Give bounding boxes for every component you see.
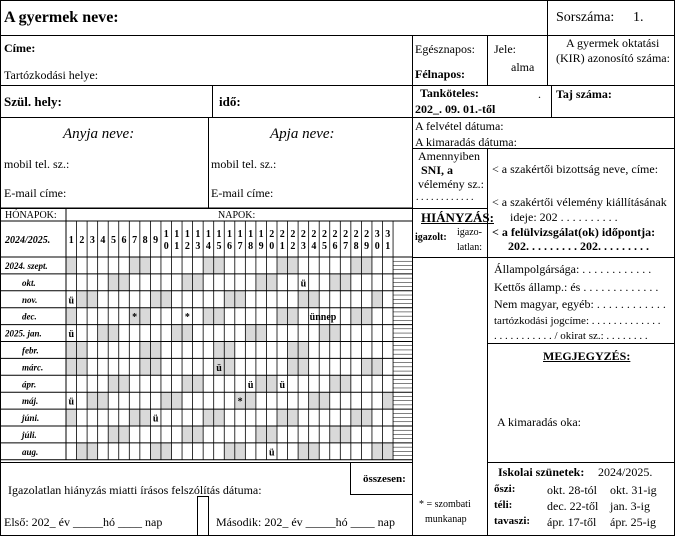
day-header: 7	[343, 241, 349, 252]
day-header: 1	[184, 229, 190, 240]
weekend-cell	[140, 257, 151, 274]
weekend-cell	[129, 257, 140, 274]
day-header: 4	[100, 235, 106, 246]
attendance-mark: ü	[152, 413, 159, 425]
notice-label: Igazolatlan hiányzás miatti írásos felszólítás dátuma:	[8, 483, 262, 497]
day-header: 5	[216, 241, 222, 252]
dual-citizenship-label: Kettős államp.: és . . . . . . . . . . . . .	[494, 280, 659, 294]
weekend-cell	[214, 342, 225, 359]
weekend-cell	[150, 291, 161, 308]
weekend-cell	[361, 409, 372, 426]
weekend-cell	[372, 291, 383, 308]
weekend-cell	[214, 308, 225, 325]
attendance-mark: *	[132, 312, 138, 324]
day-header: 6	[332, 241, 338, 252]
weekend-cell	[340, 426, 351, 443]
weekend-cell	[150, 443, 161, 460]
weekend-cell	[224, 291, 235, 308]
leave-date-label: A kimaradás dátuma:	[415, 135, 517, 149]
absence-title: HIÁNYZÁS:	[421, 210, 494, 225]
attendance-mark: ü	[68, 329, 75, 341]
day-header: 2	[364, 229, 370, 240]
month-label: aug.	[22, 446, 39, 457]
dot: .	[538, 87, 541, 101]
weekend-cell	[277, 409, 288, 426]
attendance-mark: *	[184, 312, 190, 324]
serial-label: Sorszáma:	[556, 10, 615, 25]
attendance-mark: ü	[68, 396, 75, 408]
birth-place-label: Szül. hely:	[4, 94, 62, 109]
sign-label: Jele:	[494, 42, 516, 56]
month-label: 2024. szept.	[5, 260, 48, 271]
attendance-mark: ü	[68, 295, 75, 307]
total-label: összesen:	[363, 473, 406, 485]
justified-label: igazolt:	[415, 232, 447, 243]
day-header: 3	[89, 235, 95, 246]
weekend-cell	[372, 358, 383, 375]
holiday-name: téli:	[494, 499, 513, 511]
attendance-mark: ünnep	[309, 312, 337, 324]
weekend-cell	[288, 308, 299, 325]
day-header: 0	[163, 241, 169, 252]
weekend-cell	[119, 274, 130, 291]
mother-email-label: E-mail címe:	[4, 186, 67, 200]
weekend-cell	[351, 308, 362, 325]
weekend-cell	[66, 358, 77, 375]
sni-label-1: Amennyiben	[418, 149, 480, 163]
day-header: 1	[68, 235, 74, 246]
weekend-cell	[340, 375, 351, 392]
day-header: 1	[174, 241, 180, 252]
weekend-cell	[203, 257, 214, 274]
weekend-cell	[224, 443, 235, 460]
unjustified-label-2: latlan:	[457, 242, 482, 253]
holidays-year: 2024/2025.	[598, 465, 653, 479]
weekend-cell	[383, 443, 394, 460]
weekend-cell	[256, 426, 267, 443]
day-header: 1	[237, 229, 243, 240]
weekend-cell	[87, 443, 98, 460]
weekend-cell	[330, 325, 341, 342]
divider	[350, 462, 351, 494]
mother-name-label: Anyja neve:	[63, 126, 135, 142]
first-notice-date: Első: 202_ év _____hó ____ nap	[4, 515, 163, 529]
weekend-cell	[214, 257, 225, 274]
month-label: dec.	[22, 311, 37, 322]
day-header: 8	[353, 241, 359, 252]
kir-label-1: A gyermek oktatási	[566, 36, 660, 50]
expert-opinion-label: < a szakértői vélemény kiállításának	[492, 195, 667, 209]
serial-value: 1.	[633, 10, 644, 25]
weekend-cell	[150, 342, 161, 359]
weekend-cell	[66, 409, 77, 426]
remark-title: MEGJEGYZÉS:	[543, 349, 631, 363]
weekend-cell	[172, 392, 183, 409]
day-header: 2	[79, 235, 85, 246]
day-header: 9	[258, 241, 264, 252]
month-label: 2025. jan.	[5, 328, 42, 339]
leave-reason-label: A kimaradás oka:	[497, 415, 581, 429]
weekend-cell	[266, 274, 277, 291]
day-header: 1	[216, 229, 222, 240]
review-value: 202. . . . . . . . . 202. . . . . . . . .	[508, 239, 649, 253]
attendance-mark: ü	[279, 379, 286, 391]
father-email-label: E-mail címe:	[211, 186, 274, 200]
weekend-cell	[66, 342, 77, 359]
day-header: 2	[269, 229, 275, 240]
weekend-cell	[108, 274, 119, 291]
month-label: ápr.	[22, 379, 37, 390]
review-label: < a felülvizsgálat(ok) időpontja:	[492, 225, 656, 239]
weekend-cell	[340, 274, 351, 291]
weekend-cell	[108, 426, 119, 443]
weekend-cell	[245, 325, 256, 342]
divider	[412, 462, 413, 536]
weekend-cell	[330, 426, 341, 443]
weekend-cell	[66, 257, 77, 274]
holiday-name: tavaszi:	[494, 515, 531, 527]
weekend-cell	[351, 257, 362, 274]
attendance-mark: ü	[247, 379, 254, 391]
weekend-cell	[330, 274, 341, 291]
weekend-cell	[98, 325, 109, 342]
document-number-label: . . . . . . . . . . . / okirat sz.: . . . . . . . .	[494, 330, 648, 342]
weekend-cell	[108, 375, 119, 392]
compulsory-value: 202_. 09. 01.-től	[415, 102, 496, 116]
holiday-name: őszi:	[494, 483, 516, 495]
weekend-cell	[298, 291, 309, 308]
weekend-cell	[140, 342, 151, 359]
sni-label-3: vélemény sz.:	[418, 177, 484, 191]
weekend-cell	[351, 409, 362, 426]
admission-date-label: A felvétel dátuma:	[415, 119, 504, 133]
month-label: márc.	[22, 362, 44, 373]
day-header: 5	[321, 241, 327, 252]
day-header: 1	[279, 241, 285, 252]
day-header: 8	[142, 235, 148, 246]
weekend-cell	[161, 392, 172, 409]
attendance-mark: *	[237, 396, 243, 408]
weekend-cell	[182, 375, 193, 392]
month-label: júli.	[22, 429, 37, 440]
month-label: nov.	[22, 294, 38, 305]
month-label: máj.	[22, 396, 39, 407]
weekend-cell	[129, 409, 140, 426]
weekend-cell	[161, 291, 172, 308]
weekend-cell	[140, 308, 151, 325]
residence-label: Tartózkodási helye:	[4, 68, 99, 82]
weekend-cell	[235, 291, 246, 308]
weekend-cell	[203, 409, 214, 426]
citizenship-label: Állampolgársága: . . . . . . . . . . . .	[494, 262, 652, 276]
weekend-cell	[224, 342, 235, 359]
weekend-cell	[298, 443, 309, 460]
day-header: 3	[385, 229, 391, 240]
weekend-cell	[383, 392, 394, 409]
weekend-cell	[330, 375, 341, 392]
weekend-cell	[319, 325, 330, 342]
day-header: 2	[279, 229, 285, 240]
weekend-cell	[288, 409, 299, 426]
sign-value: alma	[511, 60, 535, 74]
weekend-cell	[288, 358, 299, 375]
weekend-cell	[224, 358, 235, 375]
day-header: 1	[385, 241, 391, 252]
day-header: 2	[290, 241, 296, 252]
year-label: 2024/2025.	[5, 235, 51, 246]
weekend-cell	[172, 325, 183, 342]
second-notice-date: Második: 202_ év _____hó ____ nap	[216, 515, 395, 529]
taj-label: Taj száma:	[556, 87, 612, 101]
weekend-cell	[298, 342, 309, 359]
weekend-cell	[77, 342, 88, 359]
child-name-label: A gyermek neve:	[4, 9, 119, 26]
day-header: 1	[248, 229, 254, 240]
weekend-cell	[87, 392, 98, 409]
attendance-mark: ü	[268, 447, 275, 459]
weekend-cell	[309, 392, 320, 409]
weekend-cell	[77, 358, 88, 375]
holiday-from: dec. 22-től	[547, 499, 599, 513]
weekend-cell	[361, 308, 372, 325]
compulsory-label: Tanköteles:	[420, 86, 479, 100]
weekend-cell	[277, 308, 288, 325]
holiday-to: okt. 31-ig	[610, 483, 657, 497]
day-header: 1	[174, 229, 180, 240]
weekend-cell	[245, 392, 256, 409]
day-header: 6	[121, 235, 127, 246]
weekend-cell	[87, 291, 98, 308]
weekend-cell	[266, 375, 277, 392]
father-mobile-label: mobil tel. sz.:	[211, 157, 277, 171]
day-header: 1	[163, 229, 169, 240]
weekend-cell	[361, 257, 372, 274]
weekend-cell	[182, 325, 193, 342]
weekend-cell	[319, 392, 330, 409]
weekend-cell	[288, 257, 299, 274]
sni-dots: . . . . . . . . . . . .	[416, 192, 474, 203]
day-header: 9	[153, 235, 159, 246]
months-header: HÓNAPOK:	[5, 210, 57, 221]
holidays-title: Iskolai szünetek:	[498, 465, 585, 479]
day-header: 1	[258, 229, 264, 240]
weekend-cell	[256, 274, 267, 291]
weekend-cell	[193, 426, 204, 443]
father-name-label: Apja neve:	[270, 126, 335, 142]
days-header: NAPOK:	[218, 210, 256, 221]
day-header: 2	[290, 229, 296, 240]
non-hungarian-label: Nem magyar, egyéb: . . . . . . . . . . . .	[494, 297, 666, 311]
day-header: 1	[195, 229, 201, 240]
day-header: 6	[227, 241, 233, 252]
day-header: 9	[364, 241, 370, 252]
weekend-cell	[77, 291, 88, 308]
fullday-label: Egésznapos:	[415, 42, 475, 56]
month-label: júni.	[22, 413, 40, 424]
day-header: 2	[184, 241, 190, 252]
kir-label-2: (KIR) azonosító száma:	[556, 51, 670, 65]
halfday-label: Félnapos:	[415, 67, 466, 81]
weekend-cell	[140, 409, 151, 426]
weekend-cell	[372, 443, 383, 460]
day-header: 2	[353, 229, 359, 240]
day-header: 2	[321, 229, 327, 240]
day-header: 2	[332, 229, 338, 240]
divider	[487, 462, 488, 536]
day-header: 7	[237, 241, 243, 252]
day-header: 2	[311, 229, 317, 240]
day-header: 3	[374, 229, 380, 240]
residence-title-label: tartózkodási jogcíme: . . . . . . . . . . . . .	[494, 315, 661, 327]
saturday-note-2: munkanap	[425, 514, 467, 525]
weekend-cell	[119, 375, 130, 392]
weekend-cell	[288, 342, 299, 359]
holiday-from: okt. 28-tól	[547, 483, 597, 497]
weekend-cell	[309, 443, 320, 460]
weekend-cell	[256, 325, 267, 342]
weekend-cell	[277, 257, 288, 274]
expert-committee-label: < a szakértői bizottság neve, címe:	[492, 162, 659, 176]
day-header: 2	[300, 229, 306, 240]
expert-date-label: ideje: 202 . . . . . . . . . .	[510, 210, 618, 224]
weekend-cell	[193, 274, 204, 291]
holiday-from: ápr. 17-től	[547, 515, 597, 529]
address-label: Címe:	[4, 41, 36, 55]
day-header: 3	[300, 241, 306, 252]
weekend-cell	[256, 375, 267, 392]
weekend-cell	[193, 375, 204, 392]
weekend-cell	[119, 426, 130, 443]
unjustified-label-1: igazo-	[457, 227, 482, 238]
day-header: 5	[110, 235, 116, 246]
day-header: 1	[227, 229, 233, 240]
mother-mobile-label: mobil tel. sz.:	[4, 157, 70, 171]
day-header: 1	[205, 229, 211, 240]
day-header: 4	[311, 241, 317, 252]
day-header: 4	[205, 241, 211, 252]
day-header: 8	[248, 241, 254, 252]
weekend-cell	[266, 426, 277, 443]
weekend-cell	[182, 426, 193, 443]
day-header: 7	[132, 235, 138, 246]
weekend-cell	[361, 358, 372, 375]
weekend-cell	[66, 308, 77, 325]
weekend-cell	[309, 291, 320, 308]
weekend-cell	[98, 392, 109, 409]
saturday-note-1: * = szombati	[419, 499, 471, 510]
weekend-cell	[235, 443, 246, 460]
day-header: 3	[195, 241, 201, 252]
weekend-cell	[150, 358, 161, 375]
day-header: 2	[343, 229, 349, 240]
month-label: febr.	[22, 345, 39, 356]
divider	[350, 494, 412, 495]
attendance-mark: ü	[300, 278, 307, 290]
day-header: 0	[269, 241, 275, 252]
weekend-cell	[108, 325, 119, 342]
weekend-cell	[77, 443, 88, 460]
weekend-cell	[161, 443, 172, 460]
holiday-to: ápr. 25-ig	[610, 515, 656, 529]
first-notice-box	[197, 496, 209, 536]
weekend-cell	[182, 274, 193, 291]
weekend-cell	[298, 358, 309, 375]
weekend-cell	[214, 409, 225, 426]
weekend-cell	[203, 308, 214, 325]
day-header: 0	[374, 241, 380, 252]
month-label: okt.	[22, 277, 36, 288]
weekend-cell	[140, 358, 151, 375]
birth-time-label: idő:	[219, 94, 241, 109]
holiday-to: jan. 3-ig	[610, 499, 650, 513]
attendance-mark: ü	[216, 362, 222, 374]
sni-label-2: SNI, a	[421, 163, 454, 177]
